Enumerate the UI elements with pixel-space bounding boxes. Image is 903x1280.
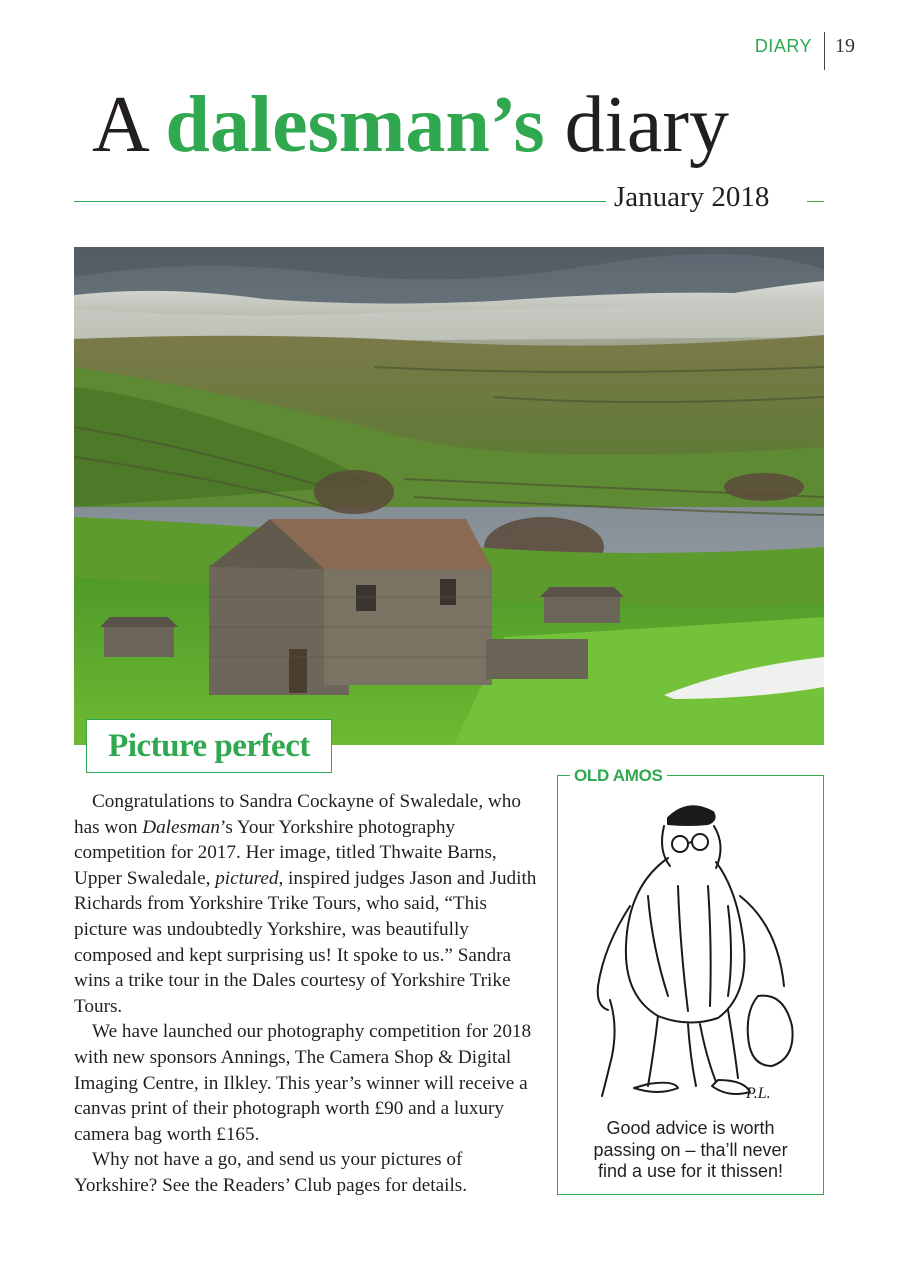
title-suffix: diary — [564, 81, 730, 169]
text-run: Congratulations to Sandra Cockayne of Swaledale, who has won — [74, 791, 521, 838]
quote-line: find a use for it thissen! — [597, 1161, 784, 1181]
photo-caption — [86, 719, 332, 773]
page-number: 19 — [835, 35, 855, 57]
date-rule-left — [74, 201, 606, 202]
landscape-photo — [74, 247, 824, 745]
text-run: , inspired judges Jason and Judith Richards from Yorkshire Trike Tours, who said, “This picture was undoubtedly Yorkshire, was beautifully composed and kept surprising us! It spoke to us.” Sandra wins a trike tour in the Dales courtesy of Yorkshire Trike Tours. — [74, 867, 537, 1017]
cartoon-quote — [558, 1118, 823, 1183]
title-highlight: dalesman’s — [165, 81, 545, 169]
text-run: ’s Your Yorkshire photography competition for 2017. Her image, titled Thwaite Barns, Upper Swaledale, — [74, 816, 497, 889]
cartoon-label: OLD AMOS — [570, 766, 667, 786]
emphasis: pictured — [215, 867, 279, 889]
caption-heading: Picture perfect — [108, 727, 310, 764]
issue-date: January 2018 — [614, 181, 770, 213]
date-rule-right — [807, 201, 824, 202]
quote-line: passing on – tha’ll never — [593, 1139, 788, 1160]
quote-line: Good advice is worth — [606, 1118, 775, 1138]
date-row — [74, 180, 824, 220]
artist-signature: P.L. — [746, 1085, 771, 1102]
title-prefix: A — [92, 81, 146, 169]
section-label: DIARY — [755, 32, 825, 70]
old-amos-illustration — [588, 796, 798, 1116]
article-paragraph-1 — [74, 789, 542, 1019]
old-amos-cartoon — [557, 766, 824, 1195]
folio — [755, 32, 855, 70]
article-paragraph-2: We have launched our photography competition for 2018 with new sponsors Annings, The Camera Shop & Digital Imaging Centre, in Ilkley. This year’s winner will receive a canvas print of their photograph worth £90 and a luxury camera bag worth £165. — [74, 1021, 532, 1145]
magazine-name: Dalesman — [142, 816, 221, 838]
page-title — [92, 81, 730, 169]
article-body — [74, 789, 542, 1199]
article-paragraph-3: Why not have a go, and send us your pictures of Yorkshire? See the Readers’ Club pages for details. — [74, 1149, 468, 1196]
